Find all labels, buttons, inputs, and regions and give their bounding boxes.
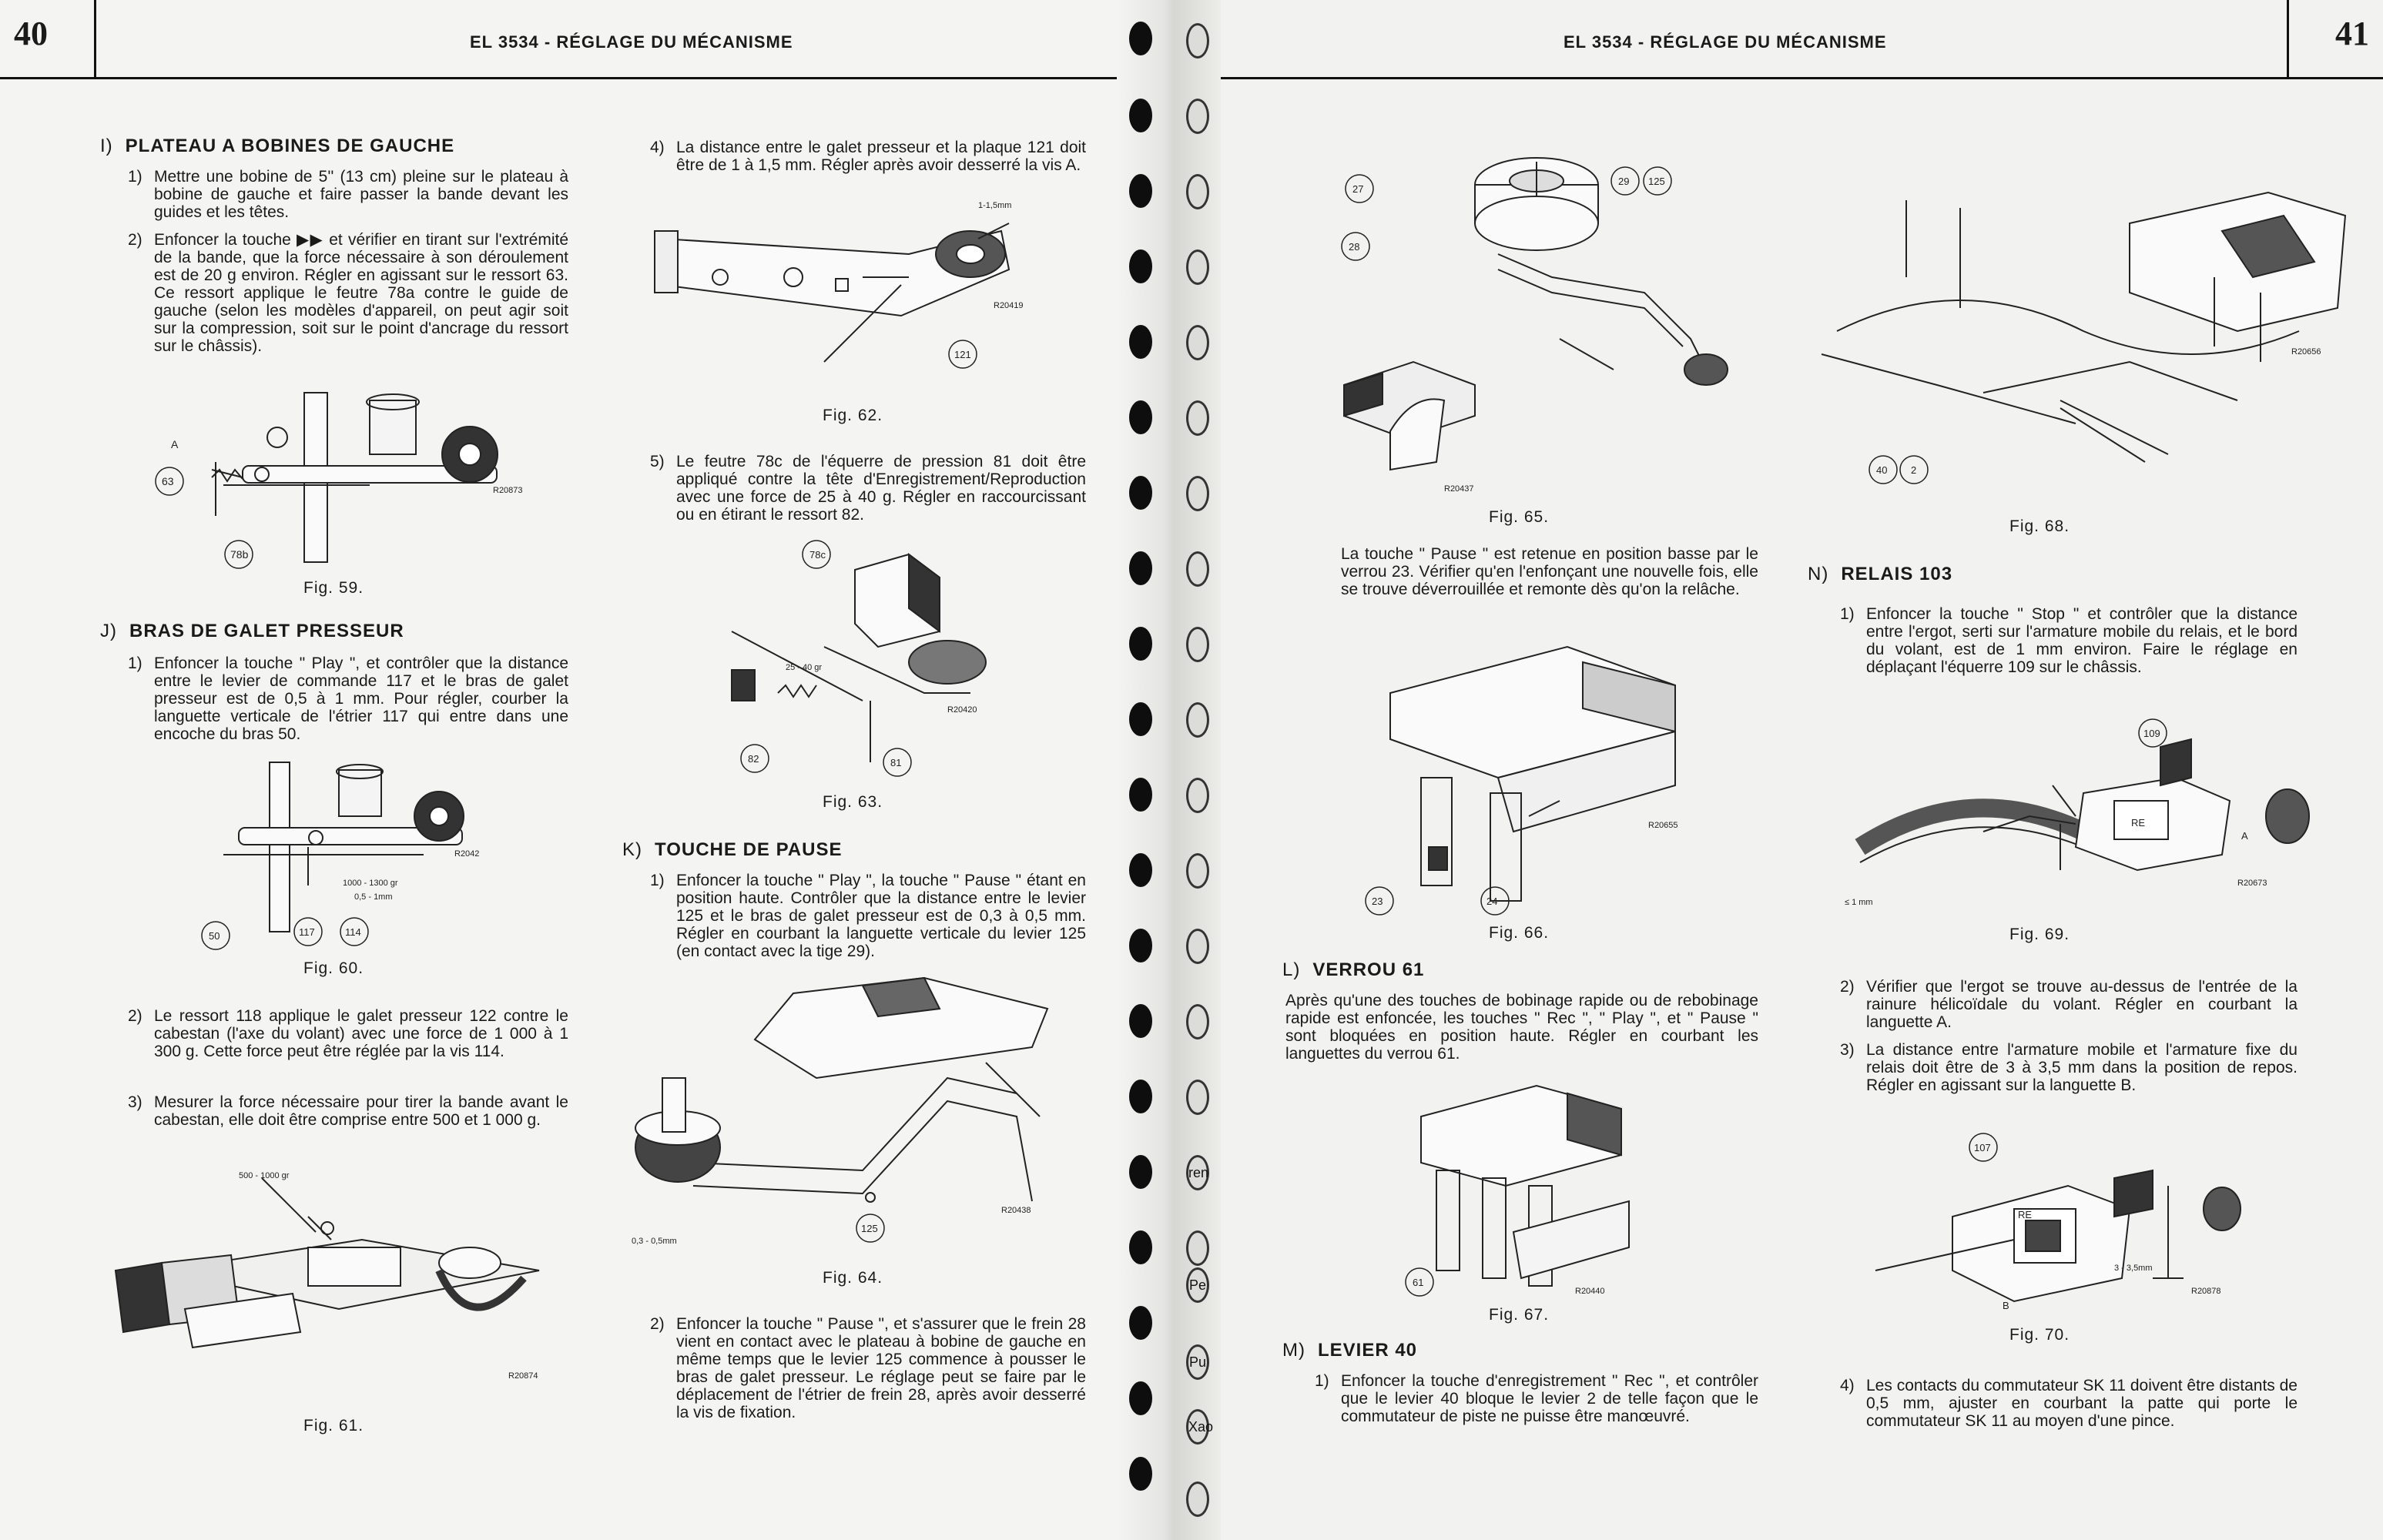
section-j-heading: J) BRAS DE GALET PRESSEUR — [100, 621, 404, 641]
svg-text:R20655: R20655 — [1648, 821, 1678, 830]
binding-ring — [1129, 1080, 1152, 1113]
section-i-item-5: 5) Le feutre 78c de l'équerre de pression 81 doit être appliqué contre la tête d'Enregistrement/Reproduction avec une force de 25 à 40 g. Régler en raccourcissant ou en étirant le ressort 82. — [650, 453, 1086, 524]
section-i-item-4: 4) La distance entre le galet presseur et la plaque 121 doit être de 1 à 1,5 mm. Régler après avoir desserré la vis A. — [650, 139, 1086, 174]
svg-text:3 - 3,5mm: 3 - 3,5mm — [2114, 1264, 2153, 1273]
right-page — [1221, 0, 2383, 1540]
gutter-tab-1: ren — [1186, 1155, 1209, 1190]
binding-ring — [1129, 778, 1152, 812]
svg-text:1-1,5mm: 1-1,5mm — [978, 201, 1012, 210]
figure-59-illustration — [139, 377, 524, 578]
section-k-heading: K) TOUCHE DE PAUSE — [622, 839, 843, 860]
figure-61-illustration — [108, 1155, 570, 1409]
svg-text:121: 121 — [954, 349, 971, 360]
binding-hole — [1186, 778, 1209, 813]
svg-text:0,5 - 1mm: 0,5 - 1mm — [354, 892, 393, 902]
svg-text:R20874: R20874 — [508, 1371, 538, 1381]
binding-hole — [1186, 1004, 1209, 1040]
page-number-right: 41 — [2335, 15, 2369, 52]
fig-65-caption: Fig. 65. — [1489, 508, 1550, 526]
svg-text:81: 81 — [890, 757, 902, 768]
binding-ring — [1129, 551, 1152, 585]
svg-text:125: 125 — [861, 1223, 878, 1234]
fig-62-caption: Fig. 62. — [823, 407, 883, 424]
svg-text:40: 40 — [1876, 464, 1888, 476]
fig-63-caption: Fig. 63. — [823, 793, 883, 811]
fig-69-caption: Fig. 69. — [2009, 926, 2070, 943]
right-header — [1221, 0, 2383, 79]
section-n-heading: N) RELAIS 103 — [1808, 564, 1953, 584]
binding-ring — [1129, 400, 1152, 434]
figure-70-illustration — [1860, 1124, 2291, 1324]
left-page — [0, 0, 1117, 1540]
section-m-heading: M) LEVIER 40 — [1282, 1340, 1418, 1361]
binding-ring — [1129, 22, 1152, 55]
svg-text:82: 82 — [748, 753, 759, 765]
binding-ring — [1129, 99, 1152, 132]
binding-ring — [1129, 853, 1152, 887]
binding-ring — [1129, 1230, 1152, 1264]
binding-hole — [1186, 174, 1209, 209]
svg-text:117: 117 — [299, 926, 315, 938]
section-k-item-1: 1) Enfoncer la touche " Play ", la touche " Pause " étant en position haute. Contrôler que la distance entre le levier 125 et le bras de galet presseur est de 0,3 à 0,5 mm. Régler en courbant la languette verticale du levier 125 (en contact avec la tige 29). — [650, 872, 1086, 960]
svg-text:R20656: R20656 — [2291, 347, 2321, 357]
section-j-item-3: 3) Mesurer la force nécessaire pour tirer la bande avant le cabestan, elle doit être comprise entre 500 et 1 000 g. — [128, 1093, 568, 1129]
svg-text:61: 61 — [1413, 1277, 1424, 1288]
svg-text:63: 63 — [162, 475, 174, 487]
svg-text:R20873: R20873 — [493, 486, 523, 495]
fig-61-caption: Fig. 61. — [303, 1417, 364, 1435]
header-divider — [94, 0, 96, 77]
binding-ring — [1129, 1457, 1152, 1491]
svg-text:27: 27 — [1352, 183, 1364, 195]
header-divider — [2287, 0, 2289, 77]
figure-62-illustration — [647, 192, 1032, 377]
svg-text:2: 2 — [1911, 464, 1917, 476]
gutter-tab-2: Pe — [1186, 1267, 1209, 1303]
binding-ring — [1129, 249, 1152, 283]
figure-60-illustration — [193, 755, 501, 955]
section-k-item-2: 2) Enfoncer la touche " Pause ", et s'assurer que le frein 28 vient en contact avec le plateau à bobine de gauche en même temps que le levier 125 commence à pousser le bras de galet presseur. Le réglage peut se faire par le déplacement de l'étrier de frein 28, après avoir desserré la vis de fixation. — [650, 1315, 1086, 1421]
section-l-heading: L) VERROU 61 — [1282, 959, 1425, 980]
binding-hole — [1186, 929, 1209, 964]
svg-text:78b: 78b — [230, 548, 249, 561]
section-n-item-3: 3) La distance entre l'armature mobile et l'armature fixe du relais doit être de 3 à 3,5 mm dans la position de repos. Régler en agissant sur la languette B. — [1840, 1041, 2298, 1094]
svg-text:R20440: R20440 — [1575, 1287, 1605, 1296]
svg-text:114: 114 — [345, 926, 361, 938]
binding-hole — [1186, 1080, 1209, 1115]
binding-hole — [1186, 853, 1209, 889]
binding-hole — [1186, 702, 1209, 738]
svg-text:23: 23 — [1372, 896, 1383, 907]
fig-67-caption: Fig. 67. — [1489, 1306, 1550, 1324]
svg-text:RE: RE — [2131, 817, 2146, 829]
binding-ring — [1129, 702, 1152, 736]
binding-ring — [1129, 929, 1152, 962]
section-j-item-2: 2) Le ressort 118 applique le galet presseur 122 contre le cabestan (l'axe du volant) avec une force de 1 000 à 1 300 g. Cette force peut être réglée par la vis 114. — [128, 1007, 568, 1060]
gutter-tab-4: Xao — [1186, 1409, 1209, 1445]
figure-64-illustration — [616, 962, 1078, 1255]
section-n-item-2: 2) Vérifier que l'ergot se trouve au-dessus de l'entrée de la rainure hélicoïdale du volant. Régler en courbant la languette A. — [1840, 978, 2298, 1031]
section-l-text: Après qu'une des touches de bobinage rapide ou de rebobinage rapide est enfoncée, les touches " Rec ", " Play ", et " Pause " sont bloquées en position haute. Régler en courbant les languettes du verrou 61. — [1285, 992, 1758, 1063]
header-title-left: EL 3534 - RÉGLAGE DU MÉCANISME — [470, 32, 793, 52]
figure-65-illustration — [1321, 139, 1752, 500]
svg-text:R20878: R20878 — [2191, 1287, 2221, 1296]
binding-ring — [1129, 1306, 1152, 1340]
section-i-item-2: 2) Enfoncer la touche ▶▶ et vérifier en tirant sur l'extrémité de la bande, que la force nécessaire à son déroulement est de 20 g environ. Régler en agissant sur le ressort 63. Ce ressort applique le feutre 78a contre le guide de gauche (selon les modèles d'appareil, on peut agir soit sur la compression, soit sur le point d'ancrage du ressort sur le châssis). — [128, 231, 568, 355]
svg-text:78c: 78c — [809, 549, 826, 561]
binding-ring — [1129, 627, 1152, 661]
svg-text:28: 28 — [1349, 241, 1360, 253]
binding-hole — [1186, 249, 1209, 285]
pause-note: La touche " Pause " est retenue en position basse par le verrou 23. Vérifier qu'en l'enfonçant une nouvelle fois, elle se trouve déverrouillée et remonte dès qu'on la relâche. — [1341, 545, 1758, 598]
binding-ring — [1129, 1381, 1152, 1415]
section-n-item-4: 4) Les contacts du commutateur SK 11 doivent être distants de 0,5 mm, ajuster en courbant la patte qui porte le commutateur SK 11 au moyen d'une pince. — [1840, 1377, 2298, 1430]
figure-67-illustration — [1390, 1070, 1698, 1309]
svg-text:1000 - 1300 gr: 1000 - 1300 gr — [343, 879, 398, 888]
binding-hole — [1186, 551, 1209, 587]
binding-hole — [1186, 476, 1209, 511]
section-j-item-1: 1) Enfoncer la touche " Play ", et contrôler que la distance entre le levier de commande 117 et le bras de galet presseur est de 0,5 à 1 mm. Pour régler, courber la languette verticale de l'étrier 117 qui entre dans une encoche du bras 50. — [128, 654, 568, 743]
binding-ring — [1129, 476, 1152, 510]
section-i-heading: I) PLATEAU A BOBINES DE GAUCHE — [100, 136, 455, 156]
svg-text:107: 107 — [1974, 1142, 1991, 1153]
binding-hole — [1186, 99, 1209, 134]
fig59-label-a: A — [171, 438, 179, 450]
svg-text:R2042: R2042 — [454, 849, 480, 859]
fig-70-caption: Fig. 70. — [2009, 1326, 2070, 1344]
section-m-item-1: 1) Enfoncer la touche d'enregistrement " Rec ", et contrôler que le levier 40 bloque le levier 2 de telle façon que le commutateur de piste ne puisse être manœuvré. — [1315, 1372, 1758, 1425]
header-title-right: EL 3534 - RÉGLAGE DU MÉCANISME — [1564, 32, 1887, 52]
svg-text:R20437: R20437 — [1444, 484, 1474, 494]
svg-text:25 - 40 gr: 25 - 40 gr — [786, 663, 823, 672]
binding-hole — [1186, 1481, 1209, 1517]
spiral-binding — [1117, 0, 1221, 1540]
fig-59-caption: Fig. 59. — [303, 579, 364, 597]
fig-68-caption: Fig. 68. — [2009, 517, 2070, 535]
svg-text:125: 125 — [1648, 176, 1665, 187]
svg-text:RE: RE — [2018, 1209, 2033, 1220]
page-number-left: 40 — [14, 15, 48, 52]
binding-hole — [1186, 627, 1209, 662]
binding-ring — [1129, 325, 1152, 359]
svg-text:109: 109 — [2143, 728, 2160, 739]
binding-hole — [1186, 325, 1209, 360]
svg-text:R20420: R20420 — [947, 705, 977, 715]
binding-hole — [1186, 23, 1209, 59]
svg-text:29: 29 — [1618, 176, 1630, 187]
svg-text:500 - 1000 gr: 500 - 1000 gr — [239, 1171, 290, 1180]
figure-68-illustration — [1806, 177, 2361, 485]
figure-63-illustration — [716, 531, 1024, 785]
binding-ring — [1129, 1004, 1152, 1038]
figure-66-illustration — [1352, 631, 1737, 924]
fig-60-caption: Fig. 60. — [303, 959, 364, 977]
svg-text:50: 50 — [209, 930, 220, 942]
binding-ring — [1129, 174, 1152, 208]
gutter-tab-3: Pu — [1186, 1344, 1209, 1380]
binding-ring — [1129, 1155, 1152, 1189]
section-n-item-1: 1) Enfoncer la touche " Stop " et contrôler que la distance entre l'ergot, serti sur l'armature mobile du relais, et le bord du volant, est de 1 mm environ. Faire le réglage en déplaçant l'équerre 109 sur le châssis. — [1840, 605, 2298, 676]
svg-text:R20673: R20673 — [2237, 879, 2267, 888]
svg-text:0,3 - 0,5mm: 0,3 - 0,5mm — [632, 1237, 677, 1246]
svg-text:R20438: R20438 — [1001, 1206, 1031, 1215]
left-header — [0, 0, 1117, 79]
figure-69-illustration — [1829, 716, 2322, 916]
fig-64-caption: Fig. 64. — [823, 1269, 883, 1287]
svg-text:B: B — [2003, 1300, 2009, 1311]
binding-hole — [1186, 1230, 1209, 1266]
binding-hole — [1186, 400, 1209, 436]
svg-text:R20419: R20419 — [994, 301, 1024, 310]
svg-text:≤ 1 mm: ≤ 1 mm — [1845, 898, 1873, 907]
svg-text:A: A — [2241, 830, 2248, 842]
fig-66-caption: Fig. 66. — [1489, 924, 1550, 942]
svg-text:24: 24 — [1486, 896, 1498, 907]
section-i-item-1: 1) Mettre une bobine de 5'' (13 cm) pleine sur le plateau à bobine de gauche et faire passer la bande devant les guides et les têtes. — [128, 168, 568, 221]
